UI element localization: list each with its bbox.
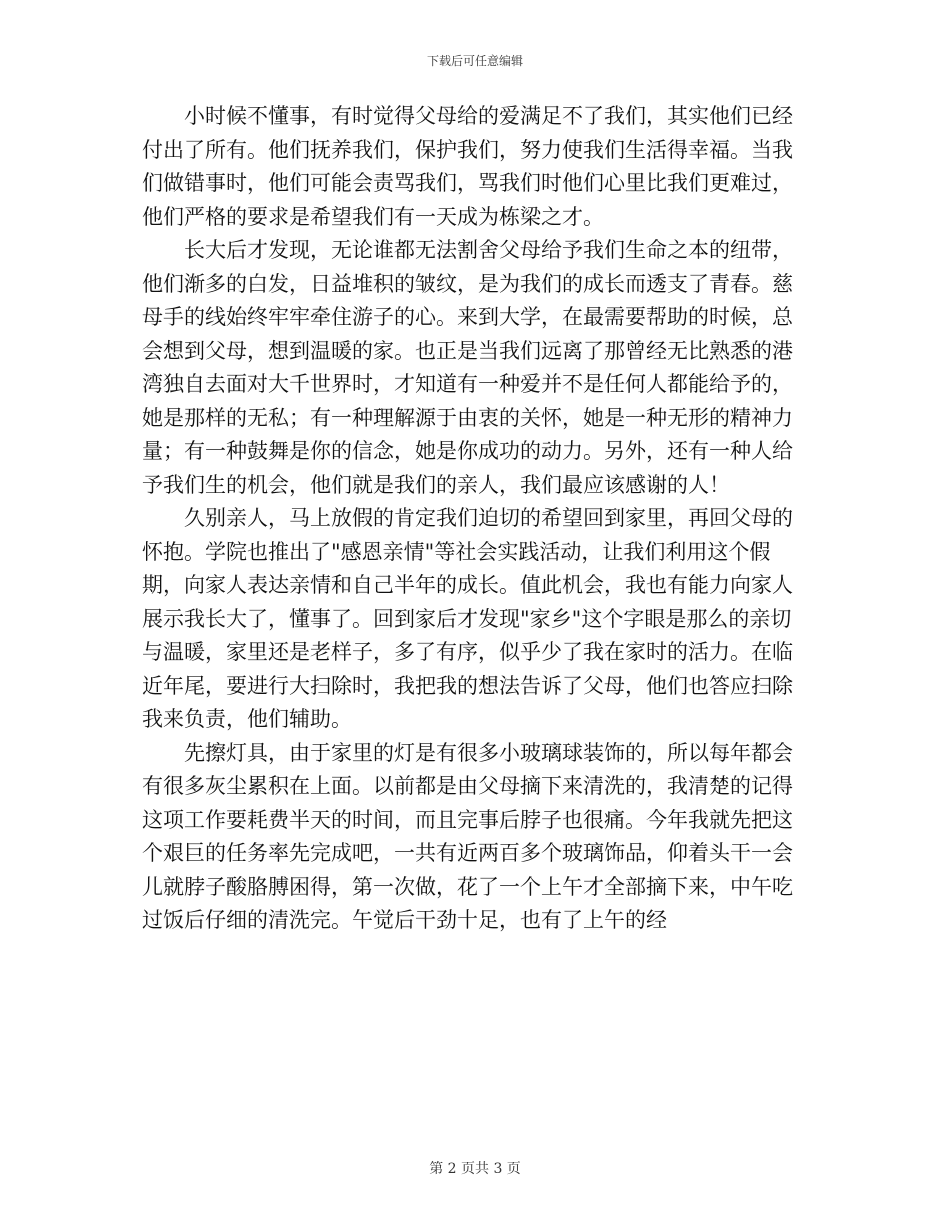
page-number: 第 2 页共 3 页 [429, 1161, 521, 1177]
paragraph-2: 长大后才发现，无论谁都无法割舍父母给予我们生命之本的纽带，他们渐多的白发，日益堆积的皱纹，是为我们的成长而透支了青春。慈母手的线始终牢牢牵住游子的心。来到大学，在最需要帮助的时候，总会想到父母，想到温暖的家。也正是当我们远离了那曾经无比熟悉的港湾独自去面对大千世界时，才知道有一种爱并不是任何人都能给予的，她是那样的无私；有一种理解源于由衷的关怀，她是一种无形的精神力量；有一种鼓舞是你的信念，她是你成功的动力。另外，还有一种人给予我们生的机会，他们就是我们的亲人，我们最应该感谢的人！ [142, 238, 793, 497]
header-note: 下载后可任意编辑 [426, 54, 523, 68]
document-body [142, 100, 802, 938]
paragraph-1: 小时候不懂事，有时觉得父母给的爱满足不了我们，其实他们已经付出了所有。他们抚养我们，保护我们，努力使我们生活得幸福。当我们做错事时，他们可能会责骂我们，骂我们时他们心里比我们更难过，他们严格的要求是希望我们有一天成为栋梁之才。 [142, 104, 793, 229]
paragraph-3: 久别亲人，马上放假的肯定我们迫切的希望回到家里，再回父母的怀抱。学院也推出了"感恩亲情"等社会实践活动，让我们利用这个假期，向家人表达亲情和自己半年的成长。值此机会，我也有能力向家人展示我长大了，懂事了。回到家后才发现"家乡"这个字眼是那么的亲切与温暖，家里还是老样子，多了有序，似乎少了我在家时的活力。在临近年尾，要进行大扫除时，我把我的想法告诉了父母，他们也答应扫除我来负责，他们辅助。 [142, 506, 793, 731]
paragraph-4: 先擦灯具，由于家里的灯是有很多小玻璃球装饰的，所以每年都会有很多灰尘累积在上面。以前都是由父母摘下来清洗的，我清楚的记得这项工作要耗费半天的时间，而且完事后脖子也很痛。今年我就先把这个艰巨的任务率先完成吧，一共有近两百多个玻璃饰品，仰着头干一会儿就脖子酸胳膊困得，第一次做，花了一个上午才全部摘下来，中午吃过饭后仔细的清洗完。午觉后干劲十足，也有了上午的经 [142, 740, 793, 932]
